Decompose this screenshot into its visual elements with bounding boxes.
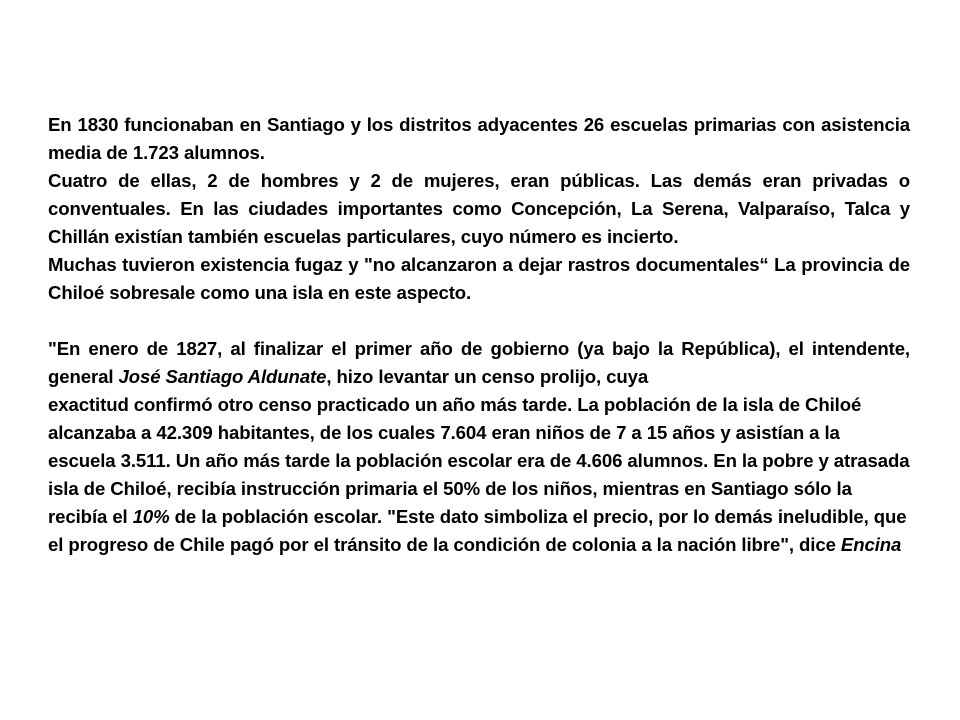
quote-census-line-b [48, 391, 910, 559]
quote-text-part-1: "En enero de 1827, al finalizar el primer año de gobierno (ya bajo la República), el intendente, general [48, 338, 910, 387]
paragraph-chiloe-intro: Muchas tuvieron existencia fugaz y "no alcanzaron a dejar rastros documentales“ La provincia de Chiloé sobresale como una isla en este aspecto. [48, 254, 910, 303]
paragraph-gap [48, 307, 910, 335]
quote-percent: 10% [132, 506, 170, 527]
text-block [48, 111, 910, 559]
quote-name-aldunate: José Santiago Aldunate [118, 366, 327, 387]
quote-census-line-a [48, 335, 910, 391]
paragraph-public-private: Cuatro de ellas, 2 de hombres y 2 de mujeres, eran públicas. Las demás eran privadas o conventuales. En las ciudades importantes como Concepción, La Serena, Valparaíso, Talca y Chillán existían también escuelas particulares, cuyo número es incierto. [48, 170, 910, 247]
paragraph-schools-1830: En 1830 funcionaban en Santiago y los distritos adyacentes 26 escuelas primarias con asistencia media de 1.723 alumnos. [48, 114, 910, 163]
quote-text-part-2: , hizo levantar un censo prolijo, cuya [326, 366, 649, 387]
quote-author-encina: Encina [840, 534, 902, 555]
quote-text-part-3: exactitud confirmó otro censo practicado un año más tarde. La población de la isla de Chiloé alcanzaba a 42.309 habitantes, de los cuales 7.604 eran niños de 7 a 15 años y asistían a la escuela 3.511. Un año más tarde la población escolar era de 4.606 alumnos. En la pobre y atrasada isla de Chiloé, recibía instrucción primaria el 50% de los niños, mientras en Santiago sólo la recibía el [48, 394, 910, 527]
quote-text-part-4: de la población escolar. "Este dato simboliza el precio, por lo demás ineludible, que el progreso de Chile pagó por el tránsito de la condición de colonia a la nación libre", dice [48, 506, 907, 555]
